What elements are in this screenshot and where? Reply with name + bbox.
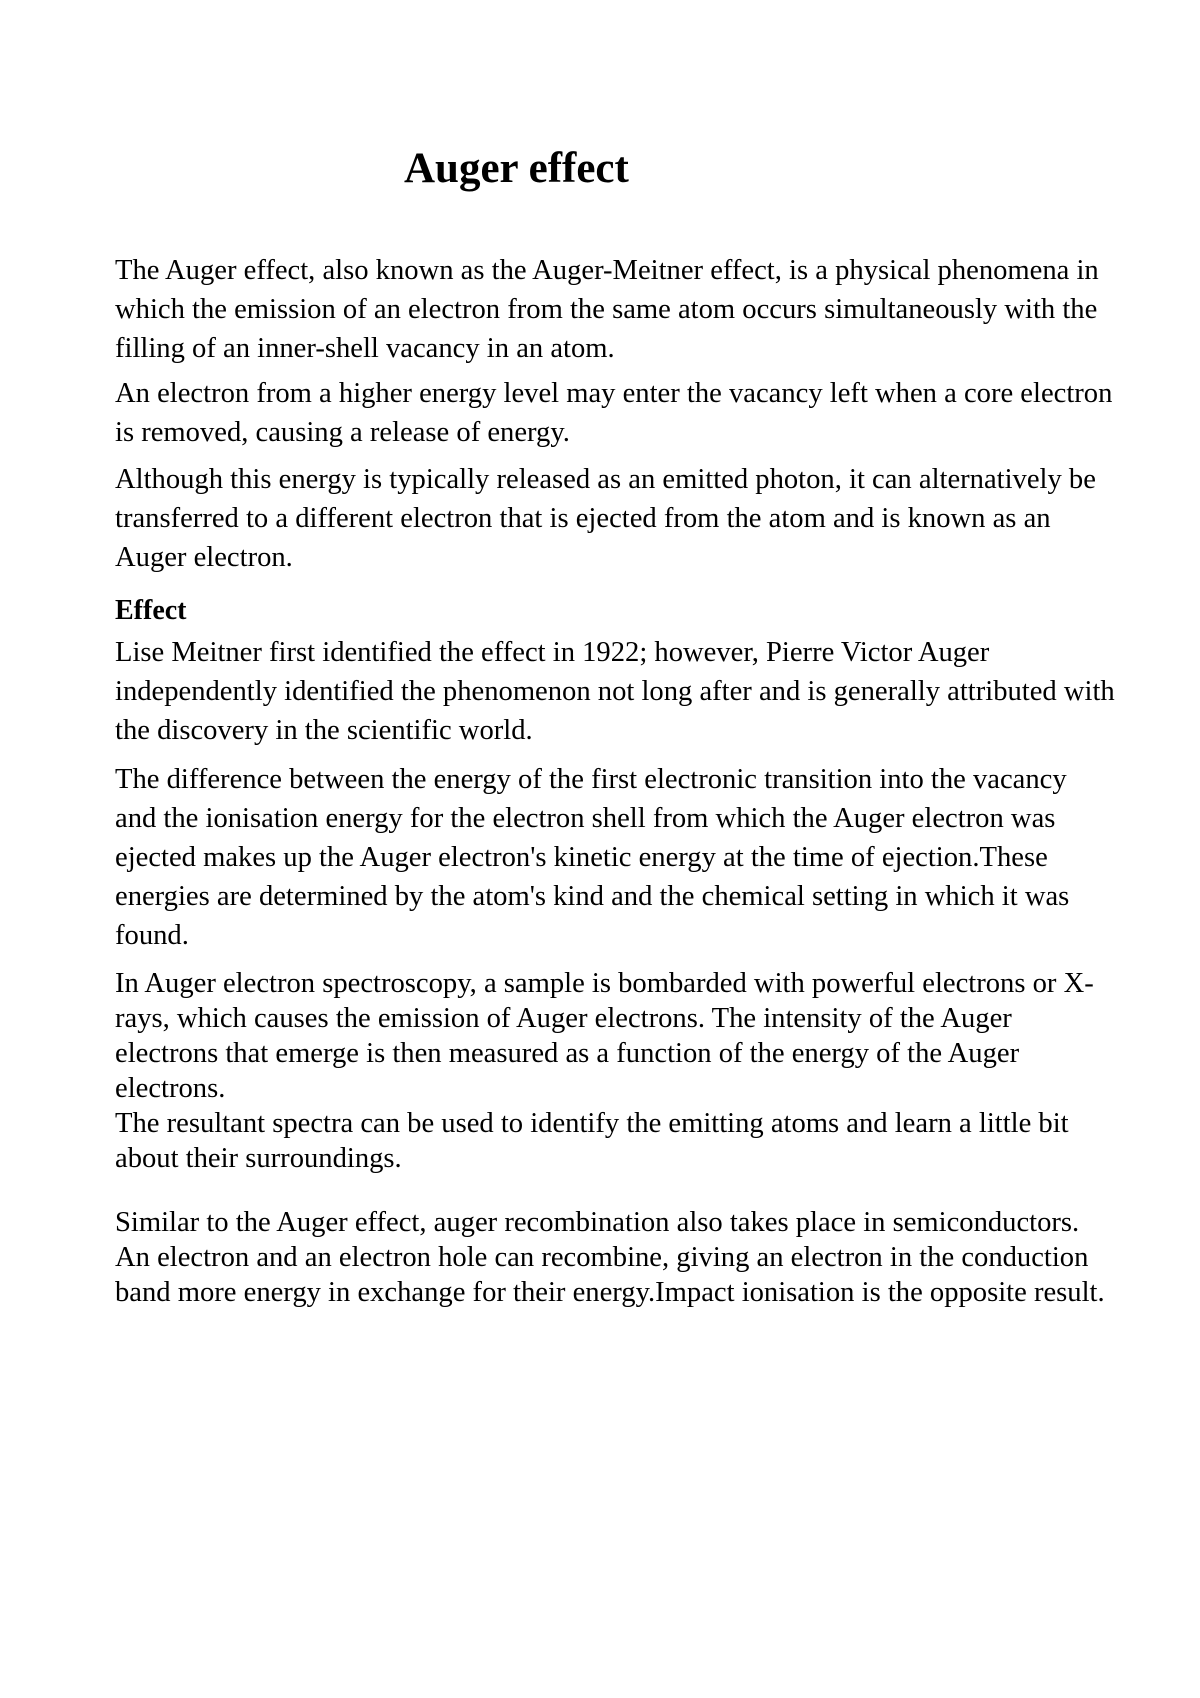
document-body	[115, 251, 1115, 1310]
electron-hole-paragraph: An electron and an electron hole can recombine, giving an electron in the conduction band more energy in exchange for their energy.Impact ionisation is the opposite result.	[115, 1242, 1105, 1308]
spectra-paragraph: The resultant spectra can be used to identify the emitting atoms and learn a little bit about their surroundings.	[115, 1108, 1069, 1174]
effect-section-heading: Effect	[115, 595, 187, 626]
history-paragraph: Lise Meitner first identified the effect in 1922; however, Pierre Victor Auger independently identified the phenomenon not long after and is generally attributed with the discovery in the scientific world.	[115, 637, 1115, 746]
intro-paragraph: The Auger effect, also known as the Auger-Meitner effect, is a physical phenomena in which the emission of an electron from the same atom occurs simultaneously with the filling of an inner-shell vacancy in an atom.	[115, 255, 1099, 364]
document-title: Auger effect	[404, 145, 629, 192]
photon-paragraph: Although this energy is typically released as an emitted photon, it can alternatively be transferred to a different electron that is ejected from the atom and is known as an Auger electron.	[115, 464, 1096, 573]
spectroscopy-paragraph: In Auger electron spectroscopy, a sample is bombarded with powerful electrons or X-rays, which causes the emission of Auger electrons. The intensity of the Auger electrons that emerge is then measured as a function of the energy of the Auger electrons.	[115, 968, 1094, 1104]
kinetic-energy-paragraph: The difference between the energy of the first electronic transition into the vacancy and the ionisation energy for the electron shell from which the Auger electron was ejected makes up the Auger electron's kinetic energy at the time of ejection.These energies are determined by the atom's kind and the chemical setting in which it was found.	[115, 764, 1070, 951]
recombination-paragraph: Similar to the Auger effect, auger recombination also takes place in semiconductors.	[115, 1207, 1080, 1238]
electron-energy-paragraph: An electron from a higher energy level may enter the vacancy left when a core electron is removed, causing a release of energy.	[115, 378, 1113, 448]
